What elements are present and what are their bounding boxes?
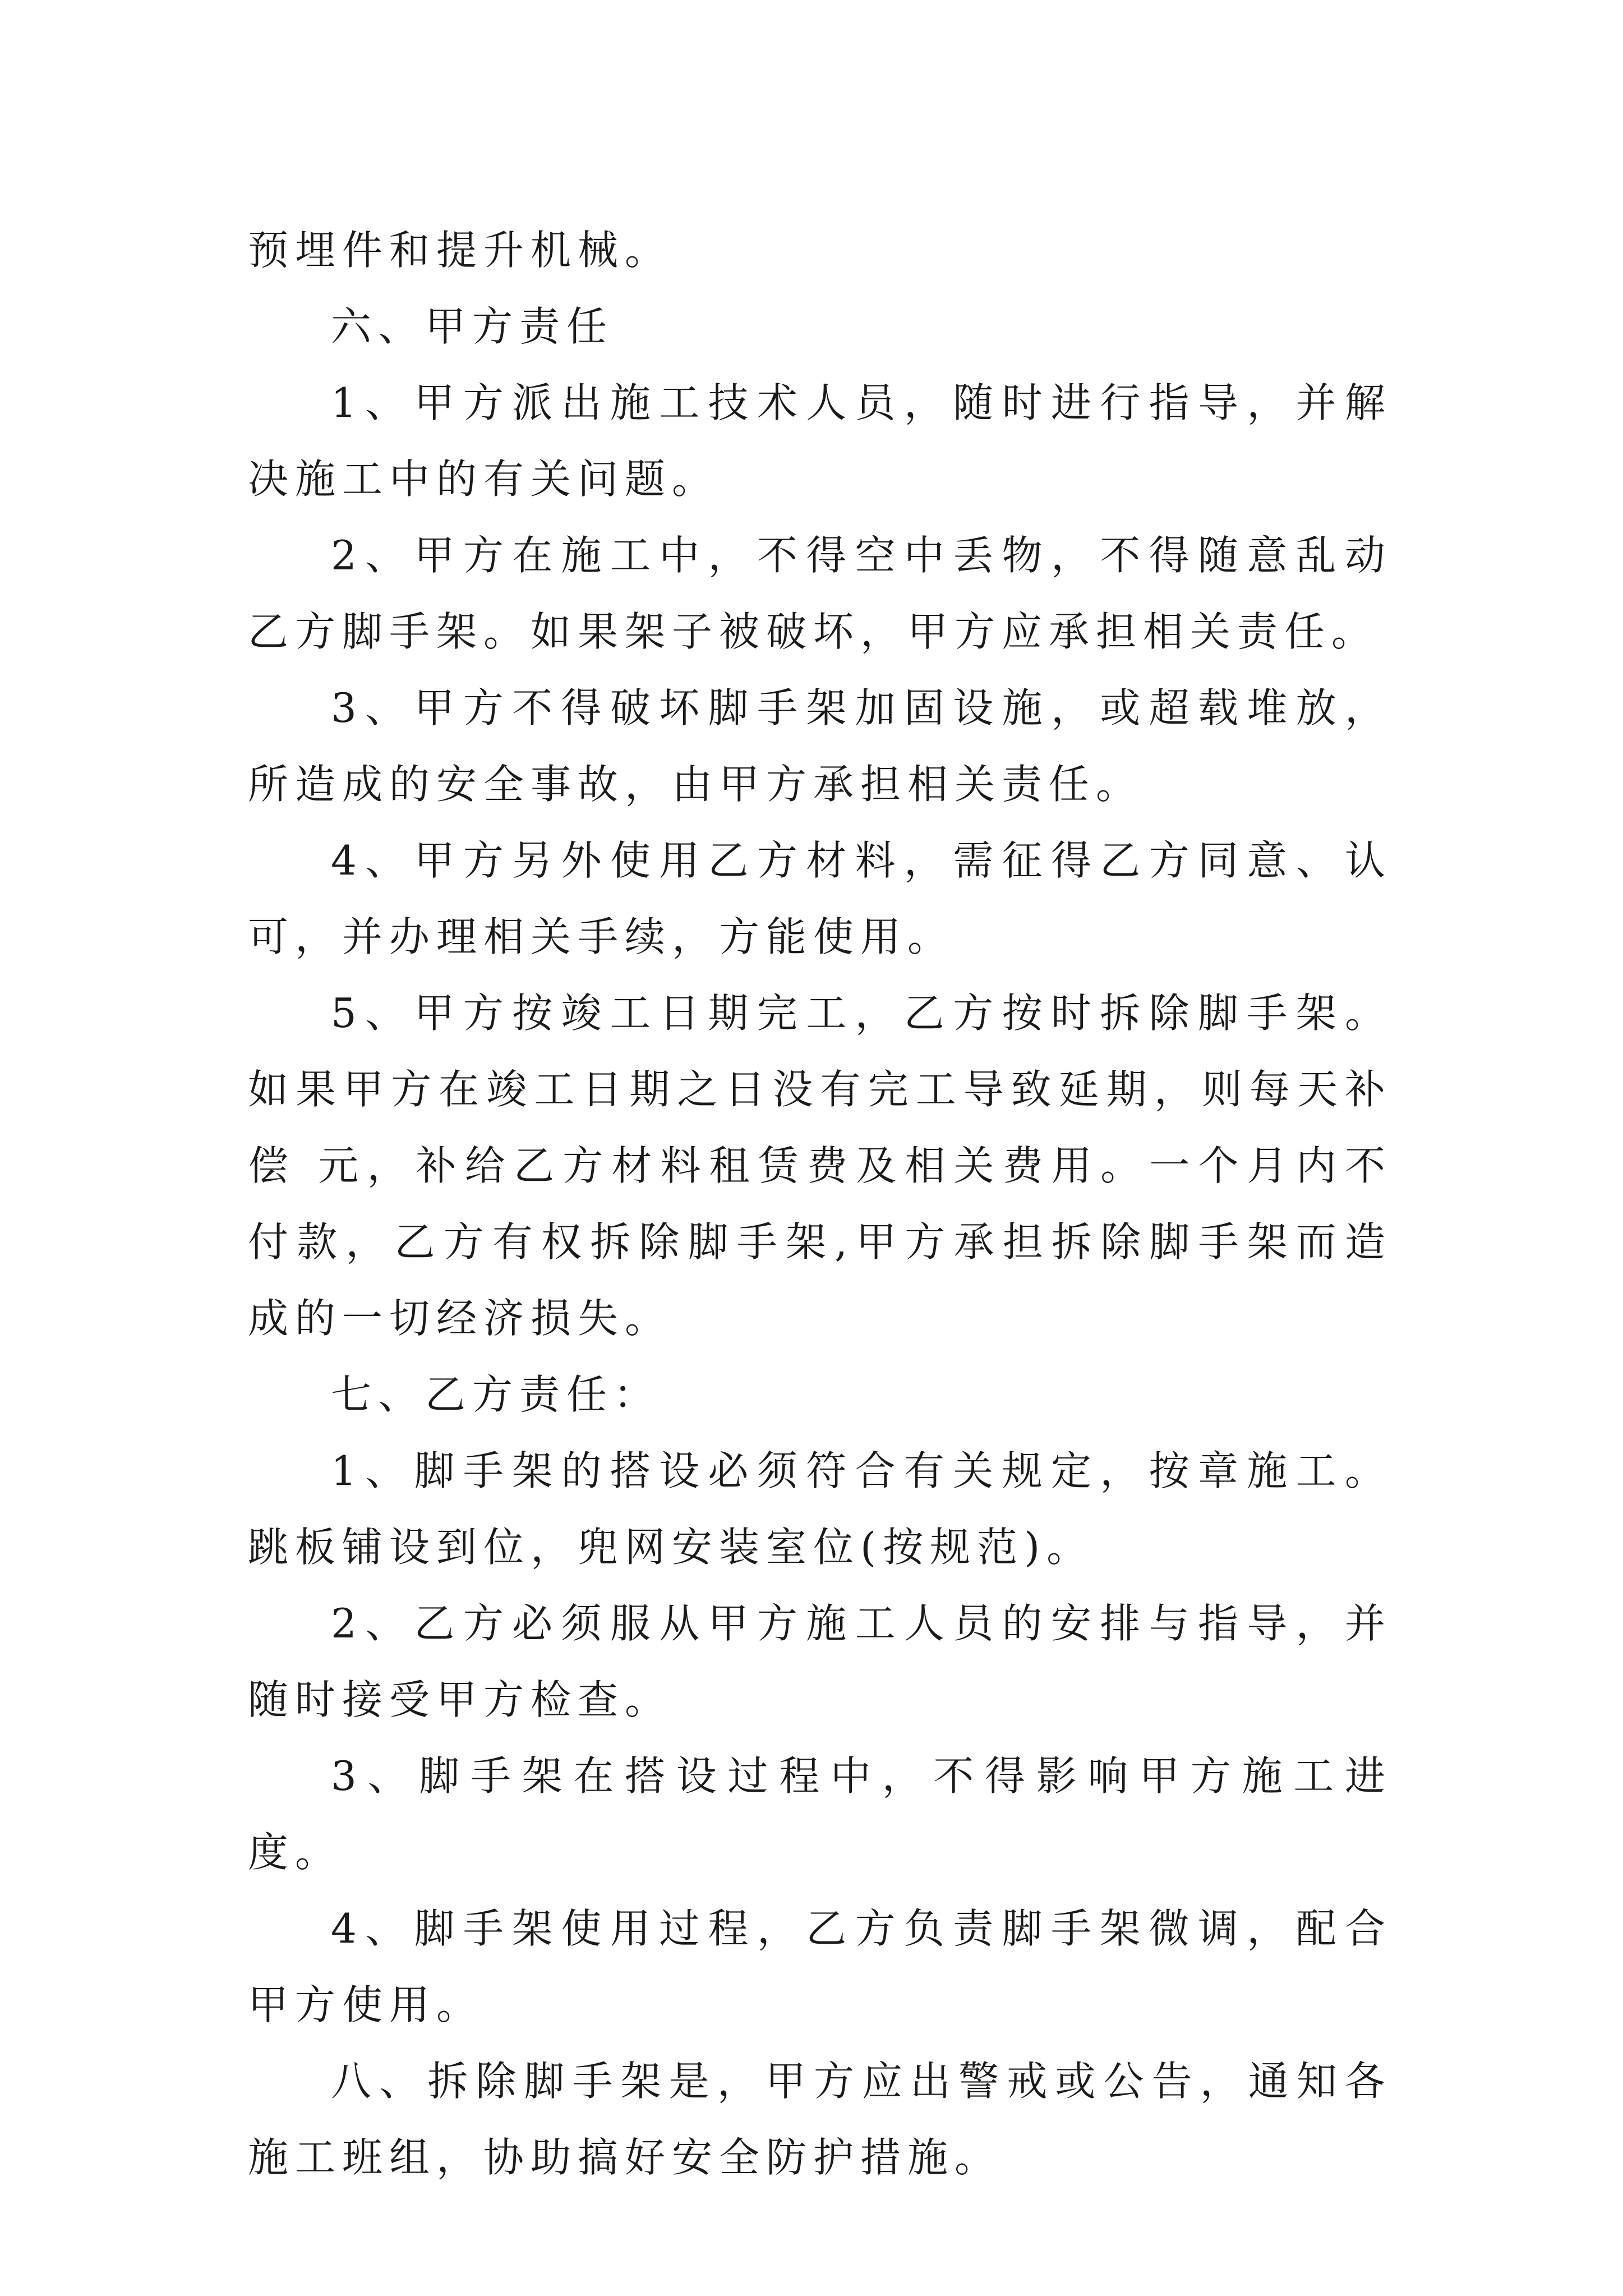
clause-a-5: 5、甲方按竣工日期完工，乙方按时拆除脚手架。如果甲方在竣工日期之日没有完工导致延期，则每天补偿 元，补给乙方材料租赁费及相关费用。一个月内不付款，乙方有权拆除脚手架,甲方承担拆除脚手架而造成的一切经济损失。 xyxy=(248,990,1392,1342)
section-heading-party-a: 六、甲方责任 xyxy=(331,303,614,350)
section-heading-party-b: 七、乙方责任： xyxy=(331,1371,661,1418)
clause-b-4: 4、脚手架使用过程，乙方负责脚手架微调，配合甲方使用。 xyxy=(248,1905,1392,2028)
clause-a-4: 4、甲方另外使用乙方材料，需征得乙方同意、认可，并办理相关手续，方能使用。 xyxy=(248,837,1392,960)
clause-a-1: 1、甲方派出施工技术人员，随时进行指导，并解决施工中的有关问题。 xyxy=(248,379,1392,503)
clause-b-2: 2、乙方必须服从甲方施工人员的安排与指导，并随时接受甲方检查。 xyxy=(248,1600,1392,1723)
paragraph-continuation: 预埋件和提升机械。 xyxy=(248,227,672,274)
section-heading-dismantle: 八、拆除脚手架是，甲方应出警戒或公告，通知各施工班组，协助搞好安全防护措施。 xyxy=(248,2058,1392,2181)
clause-b-3: 3、脚手架在搭设过程中，不得影响甲方施工进度。 xyxy=(248,1752,1392,1876)
document-body xyxy=(248,212,1392,2196)
clause-a-2: 2、甲方在施工中，不得空中丢物，不得随意乱动乙方脚手架。如果架子被破坏，甲方应承担相关责任。 xyxy=(248,532,1392,655)
clause-a-3: 3、甲方不得破坏脚手架加固设施，或超载堆放，所造成的安全事故，由甲方承担相关责任。 xyxy=(248,684,1392,808)
clause-b-1: 1、脚手架的搭设必须符合有关规定，按章施工。跳板铺设到位，兜网安装室位(按规范)。 xyxy=(248,1447,1392,1571)
